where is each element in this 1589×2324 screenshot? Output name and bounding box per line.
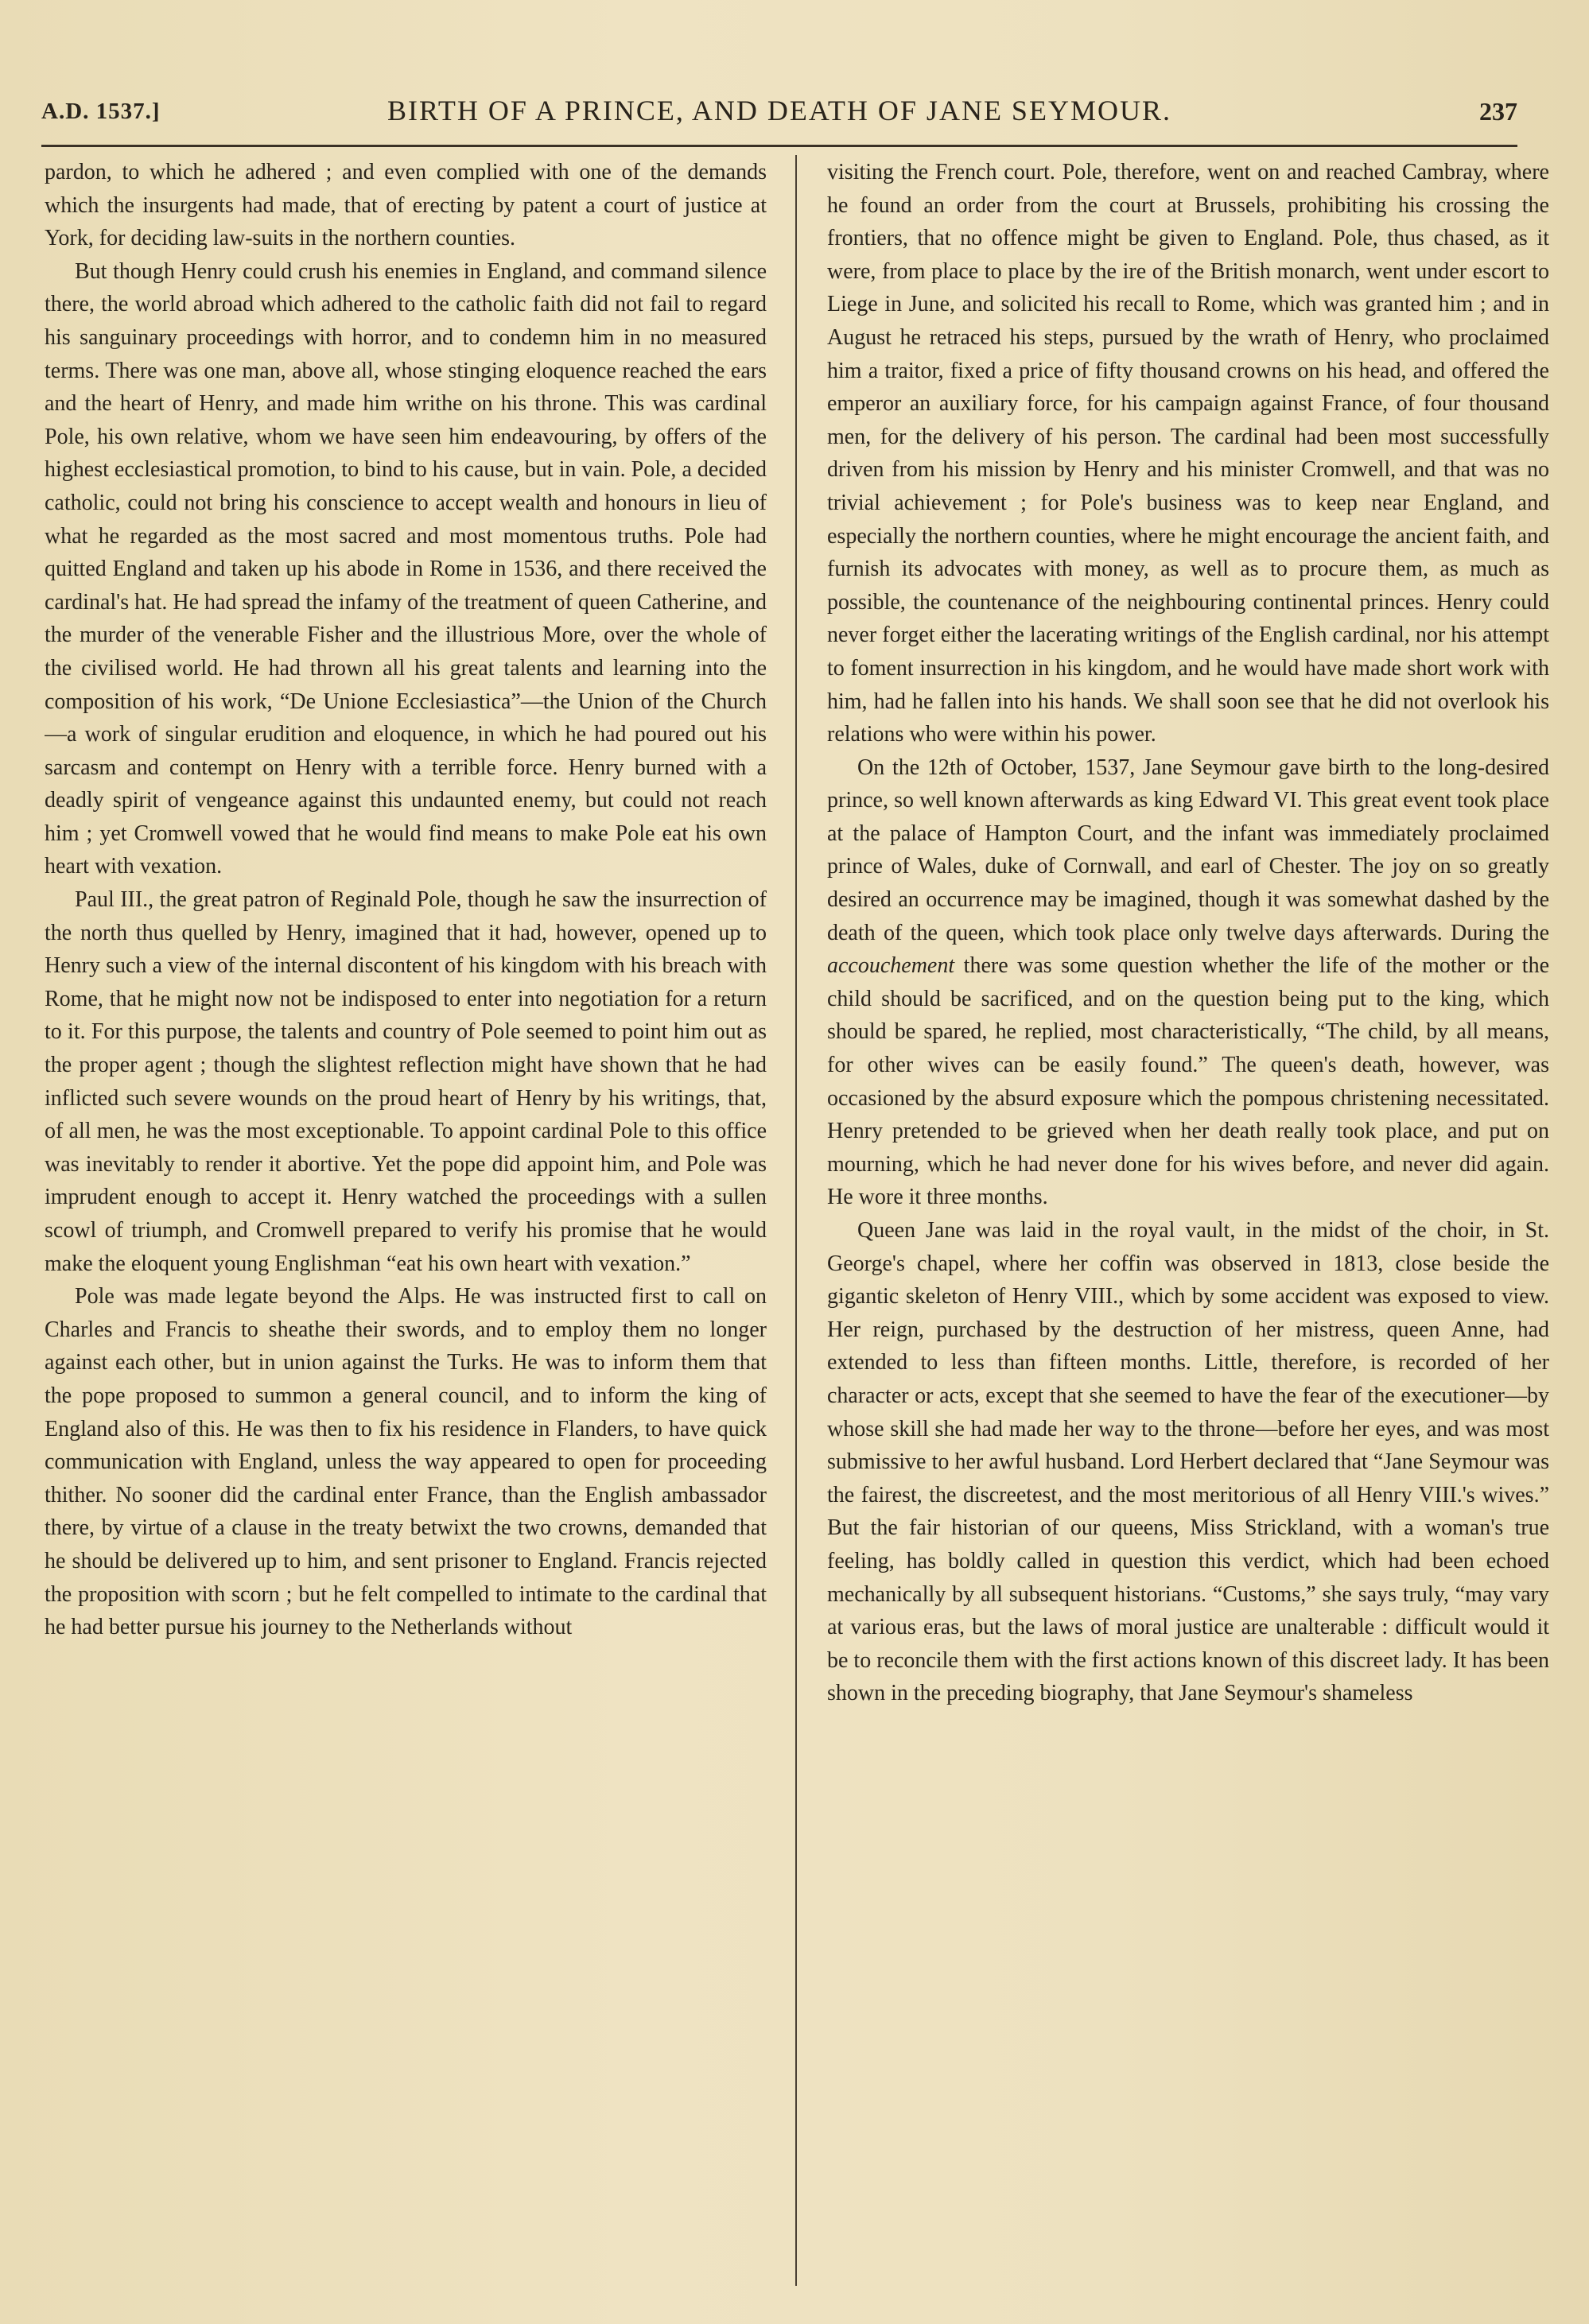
paragraph-text: there was some question whether the life of the mother or the child should be sacrificed, and on the question being put to the king, which should be spared, he replied, most characteristically, “The child, by all means, for other wives can be easily found.” The queen's death, however, was occasioned by the absurd exposure which the pompous christening necessitated. Henry pretended to be grieved when her death really took place, and put on mourning, which he had never done for his wives before, and never did again. He wore it three months. [827,953,1549,1210]
left-column [45,156,767,2303]
header-year: A.D. 1537.] [41,99,161,124]
paragraph: Queen Jane was laid in the royal vault, in the midst of the choir, in St. George's chapel, where her coffin was observed in 1813, close beside the gigantic skeleton of Henry VIII., which by some accident was exposed to view. Her reign, purchased by the destruction of her mistress, queen Anne, had extended to less than fifteen months. Little, therefore, is recorded of her character or acts, except that she seemed to have the fear of the executioner—by whose skill she had made her way to the throne—before her eyes, and was most submissive to her awful husband. Lord Herbert declared that “Jane Seymour was the fairest, the discreetest, and the most meritorious of all Henry VIII.'s wives.” But the fair historian of our queens, Miss Strickland, with a woman's true feeling, has boldly called in question this verdict, which had been echoed mechanically by all subsequent historians. “Customs,” she says truly, “may vary at various eras, but the laws of moral justice are unalterable : difficult would it be to reconcile them with the first actions known of this discreet lady. It has been shown in the preceding biography, that Jane Seymour's shameless [827,1218,1549,1706]
header-title: BIRTH OF A PRINCE, AND DEATH OF JANE SEYMOUR. [387,95,1171,126]
paragraph: visiting the French court. Pole, therefore, went on and reached Cambray, where he found an order from the court at Brussels, prohibiting his crossing the frontiers, that no offence might be given to England. Pole, thus chased, as it were, from place to place by the ire of the British monarch, went under escort to Liege in June, and solicited his recall to Rome, which was granted him ; and in August he retraced his steps, pursued by the wrath of Henry, who proclaimed him a traitor, fixed a price of fifty thousand crowns on his head, and offered the emperor an auxiliary force, for his campaign against France, of four thousand men, for the delivery of his person. The cardinal had been most successfully driven from his mission by Henry and his minister Cromwell, and that was no trivial achievement ; for Pole's business was to keep near England, and especially the northern counties, where he might encourage the ancient faith, and furnish its advocates with money, as well as to procure them, as much as possible, the countenance of the neighbouring continental princes. Henry could never forget either the lacerating writings of the English cardinal, nor his attempt to foment insurrection in his kingdom, and he would have made short work with him, had he fallen into his hands. We shall soon see that he did not overlook his relations who were within his power. [827,160,1549,747]
paragraph: Pole was made legate beyond the Alps. He was instructed first to call on Charles and Francis to sheathe their swords, and to employ them no longer against each other, but in union against the Turks. He was to inform them that the pope proposed to summon a general council, and to inform the king of England also of this. He was then to fix his residence in Flanders, to have quick communication with England, unless the way appeared to open for proceeding thither. No sooner did the cardinal enter France, than the English ambassador there, by virtue of a clause in the treaty betwixt the two crowns, demanded that he should be delivered up to him, and sent prisoner to England. Francis rejected the proposition with scorn ; but he felt compelled to intimate to the cardinal that he had better pursue his journey to the Netherlands without [45,1284,767,1640]
paragraph-text: On the 12th of October, 1537, Jane Seymour gave birth to the long-desired prince, so well known afterwards as king Edward VI. This great event took place at the palace of Hampton Court, and the infant was immediately proclaimed prince of Wales, duke of Cornwall, and earl of Chester. The joy on so greatly desired an occurrence may be imagined, though it was somewhat dashed by the death of the queen, which took place only twelve days afterwards. During the [827,755,1549,945]
italic-term: accouchement [827,953,955,979]
paragraph: But though Henry could crush his enemies in England, and command silence there, the world abroad which adhered to the catholic faith did not fail to regard his sanguinary proceedings with horror, and to condemn him in no measured terms. There was one man, above all, whose stinging eloquence reached the ears and the heart of Henry, and made him writhe on his throne. This was cardinal Pole, his own relative, whom we have seen him endeavouring, by offers of the highest ecclesiastical promotion, to bind to his cause, but in vain. Pole, a decided catholic, could not bring his conscience to accept wealth and honours in lieu of what he regarded as the most sacred and most momentous truths. Pole had quitted England and taken up his abode in Rome in 1536, and there received the cardinal's hat. He had spread the infamy of the treatment of queen Catherine, and the murder of the venerable Fisher and the illustrious More, over the whole of the civilised world. He had thrown all his great talents and learning into the composition of his work, “De Unione Ecclesiastica”—the Union of the Church—a work of singular erudition and eloquence, in which he had poured out his sarcasm and contempt on Henry with a terrible force. Henry burned with a deadly spirit of vengeance against this undaunted enemy, but could not reach him ; yet Cromwell vowed that he would find means to make Pole eat his own heart with vexation. [45,258,767,879]
paragraph: Paul III., the great patron of Reginald Pole, though he saw the insurrection of the north thus quelled by Henry, imagined that it had, however, opened up to Henry such a view of the internal discontent of his kingdom with his breach with Rome, that he might now not be indisposed to enter into negotiation for a return to it. For this purpose, the talents and country of Pole seemed to point him out as the proper agent ; though the slightest reflection might have shown that he had inflicted such severe wounds on the proud heart of Henry by his writings, that, of all men, he was the most exceptionable. To appoint cardinal Pole to this office was inevitably to render it abortive. Yet the pope did appoint him, and Pole was imprudent enough to accept it. Henry watched the proceedings with a sullen scowl of triumph, and Cromwell prepared to verify his promise that he would make the eloquent young Englishman “eat his own heart with vexation.” [45,887,767,1276]
paragraph: pardon, to which he adhered ; and even complied with one of the demands which the insurgents had made, that of erecting by patent a court of justice at York, for deciding law-suits in the northern counties. [45,160,767,251]
header-rule [41,145,1517,147]
running-header [41,94,1517,134]
column-divider [795,155,797,2286]
paragraph [827,751,1549,1214]
right-column [827,156,1549,2303]
page-number: 237 [1479,97,1517,126]
